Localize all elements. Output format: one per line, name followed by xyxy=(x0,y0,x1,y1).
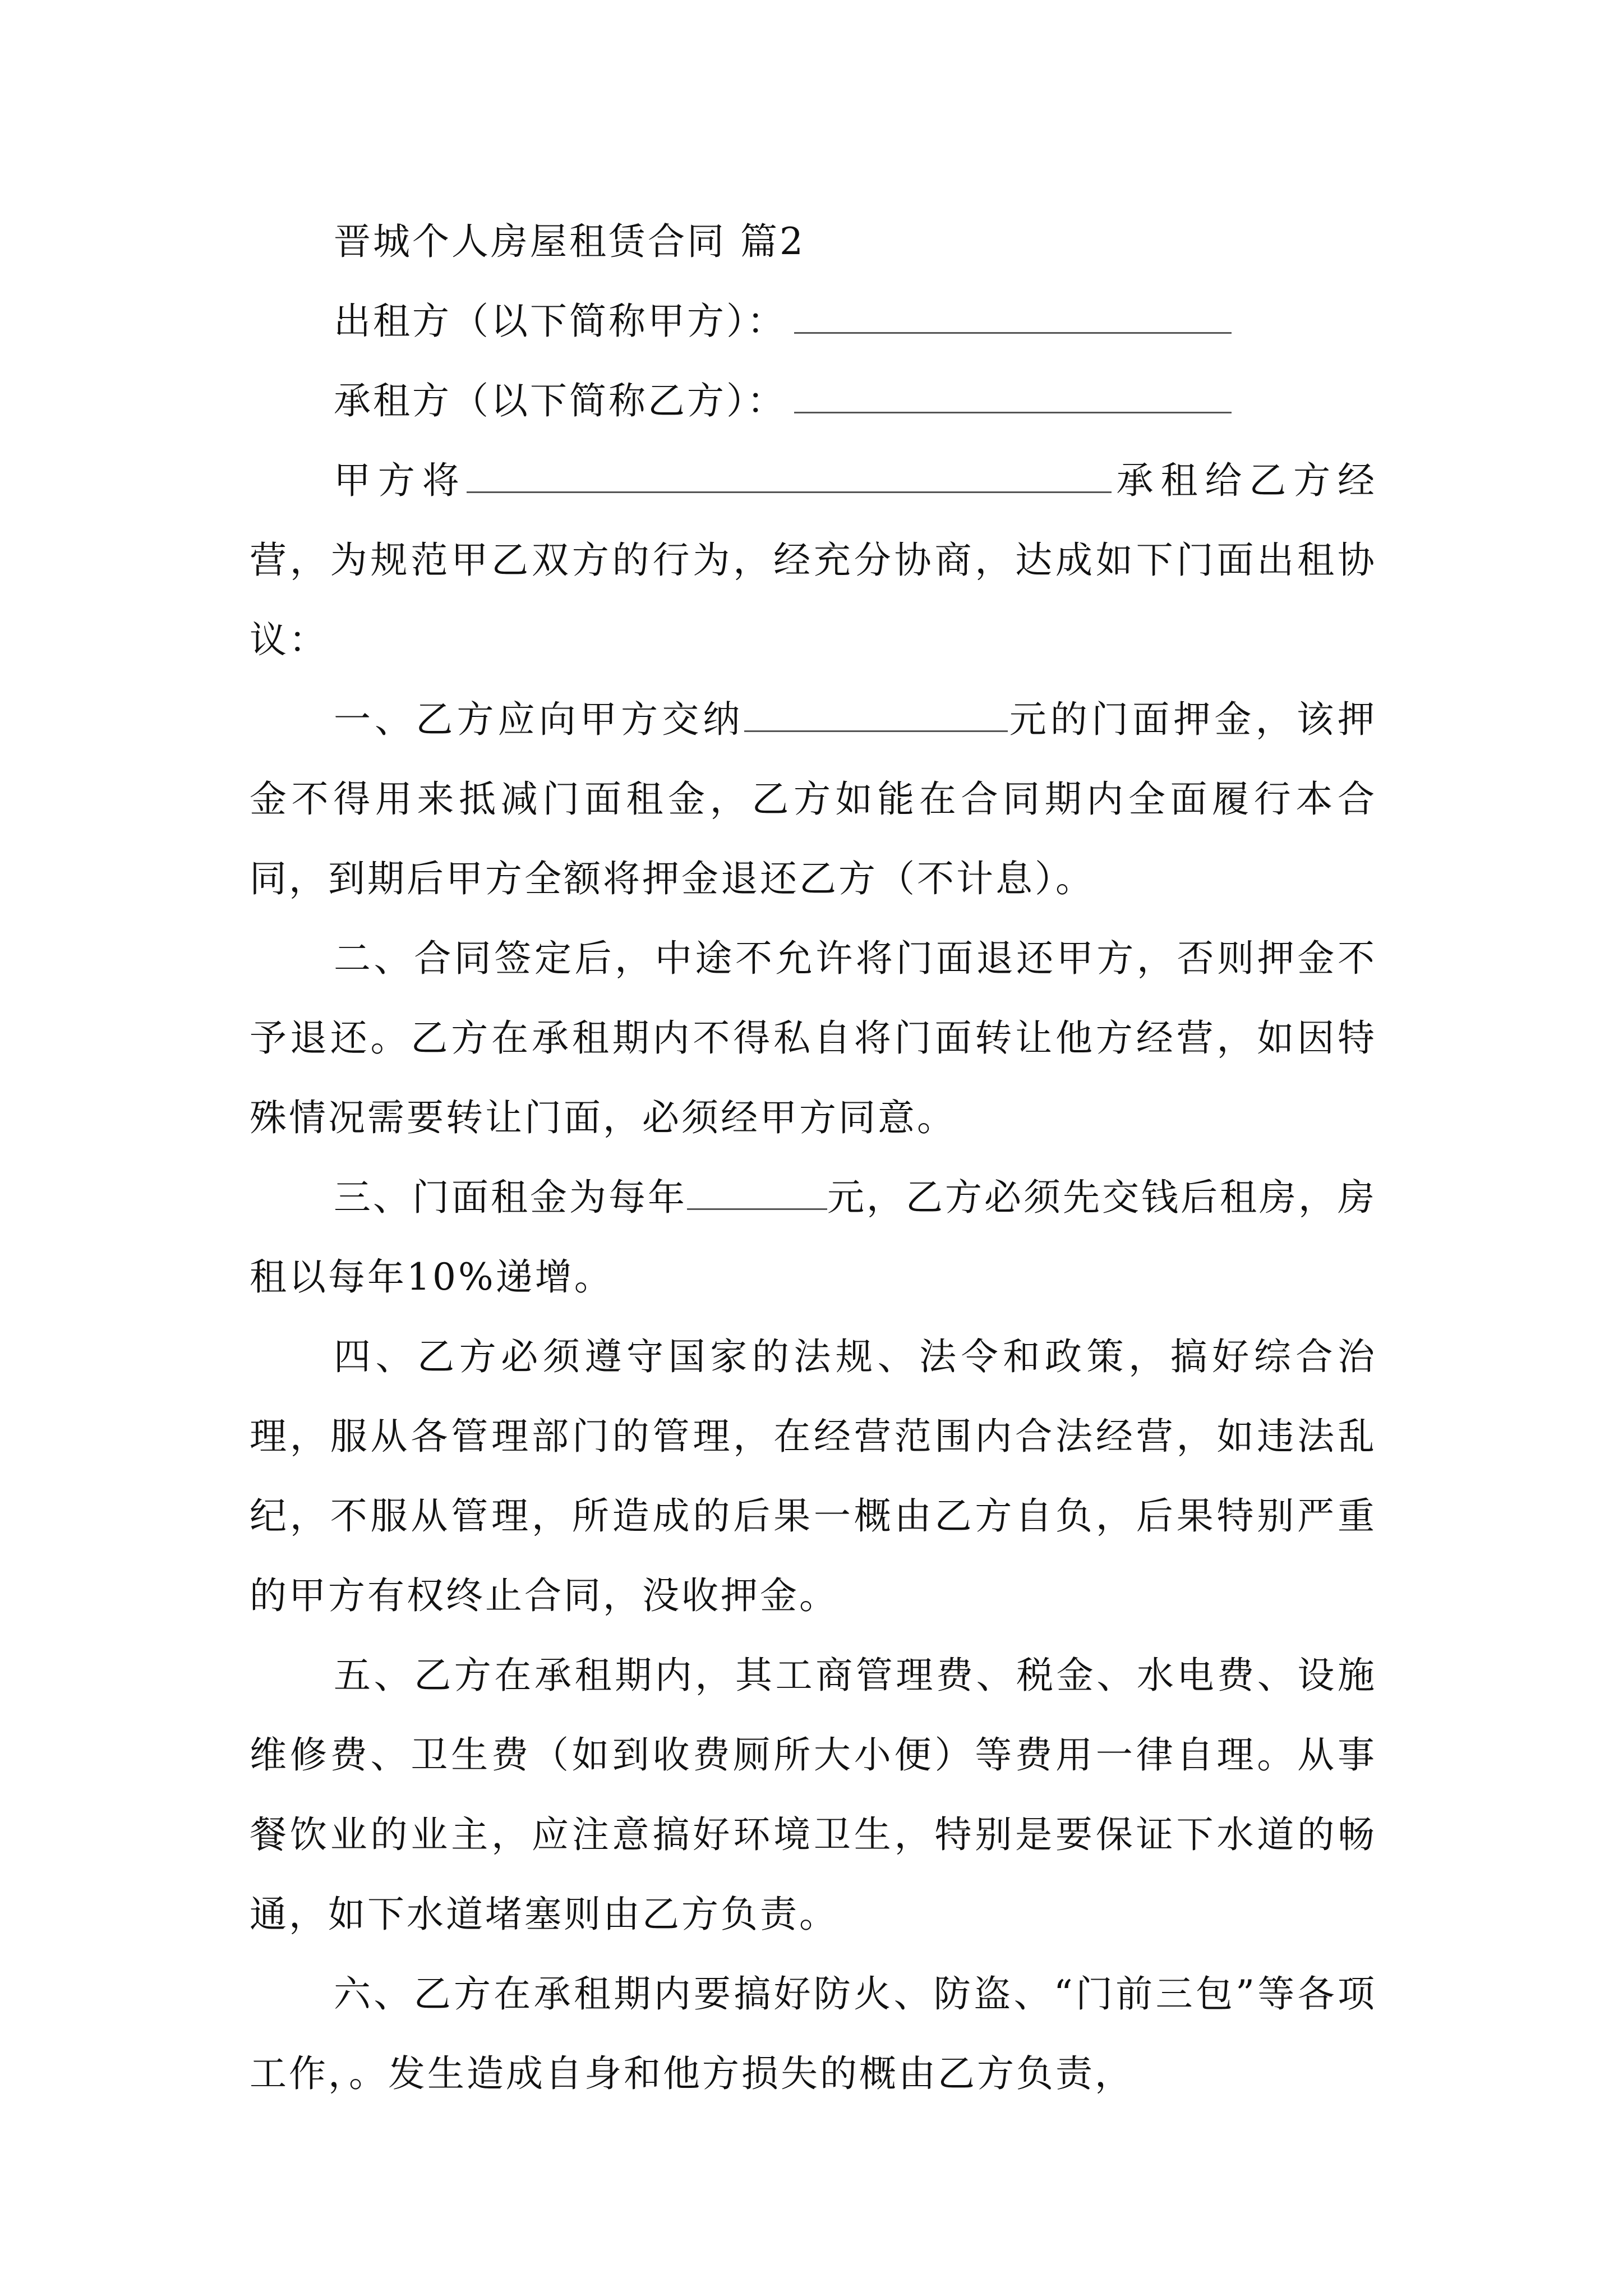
clause-3-end: 元，乙方必须先交钱后租房，房租以每年10%递增。 xyxy=(250,1176,1377,1299)
premise-blank xyxy=(467,462,1112,493)
lessee-blank xyxy=(794,383,1232,413)
document-body xyxy=(250,202,1377,2114)
lessee-label: 承租方（以下简称乙方）： xyxy=(334,379,786,422)
clause-4 xyxy=(250,1317,1377,1636)
intro-paragraph xyxy=(250,441,1377,680)
clause-5 xyxy=(250,1636,1377,1954)
clause-1 xyxy=(250,680,1377,919)
document-title xyxy=(250,202,1377,282)
clause-2 xyxy=(250,919,1377,1158)
clause-5-text: 五、乙方在承租期内，其工商管理费、税金、水电费、设施维修费、卫生费（如到收费厕所大小便）等费用一律自理。从事餐饮业的业主，应注意搞好环境卫生，特别是要保证下水道的畅通，如下水道堵塞则由乙方负责。 xyxy=(250,1654,1377,1936)
intro-start: 甲方将 xyxy=(334,459,467,502)
intro-end: 承租给乙方经营，为规范甲乙双方的行为，经充分协商，达成如下门面出租协议： xyxy=(250,459,1377,661)
lessee-line xyxy=(250,361,1377,441)
clause-4-text: 四、乙方必须遵守国家的法规、法令和政策，搞好综合治理，服从各管理部门的管理，在经营范围内合法经营，如违法乱纪，不服从管理，所造成的后果一概由乙方自负，后果特别严重的甲方有权终止合同，没收押金。 xyxy=(250,1335,1377,1617)
clause-1-start: 一、乙方应向甲方交纳 xyxy=(334,698,744,741)
lessor-blank xyxy=(794,303,1232,334)
clause-3-start: 三、门面租金为每年 xyxy=(334,1176,687,1219)
lessor-label: 出租方（以下简称甲方）： xyxy=(334,300,786,343)
rent-blank xyxy=(687,1179,827,1210)
lessor-line xyxy=(250,282,1377,361)
clause-1-end: 元的门面押金，该押金不得用来抵减门面租金，乙方如能在合同期内全面履行本合同，到期后甲方全额将押金退还乙方（不计息）。 xyxy=(250,698,1377,900)
clause-6-text: 六、乙方在承租期内要搞好防火、防盗、“门前三包”等各项工作，。发生造成自身和他方损失的概由乙方负责， xyxy=(250,1972,1377,2095)
title-text: 晋城个人房屋租赁合同 篇2 xyxy=(334,220,805,263)
clause-3 xyxy=(250,1158,1377,1317)
deposit-blank xyxy=(744,701,1008,732)
clause-6 xyxy=(250,1954,1377,2114)
clause-2-text: 二、合同签定后，中途不允许将门面退还甲方，否则押金不予退还。乙方在承租期内不得私自将门面转让他方经营，如因特殊情况需要转让门面，必须经甲方同意。 xyxy=(250,937,1377,1139)
